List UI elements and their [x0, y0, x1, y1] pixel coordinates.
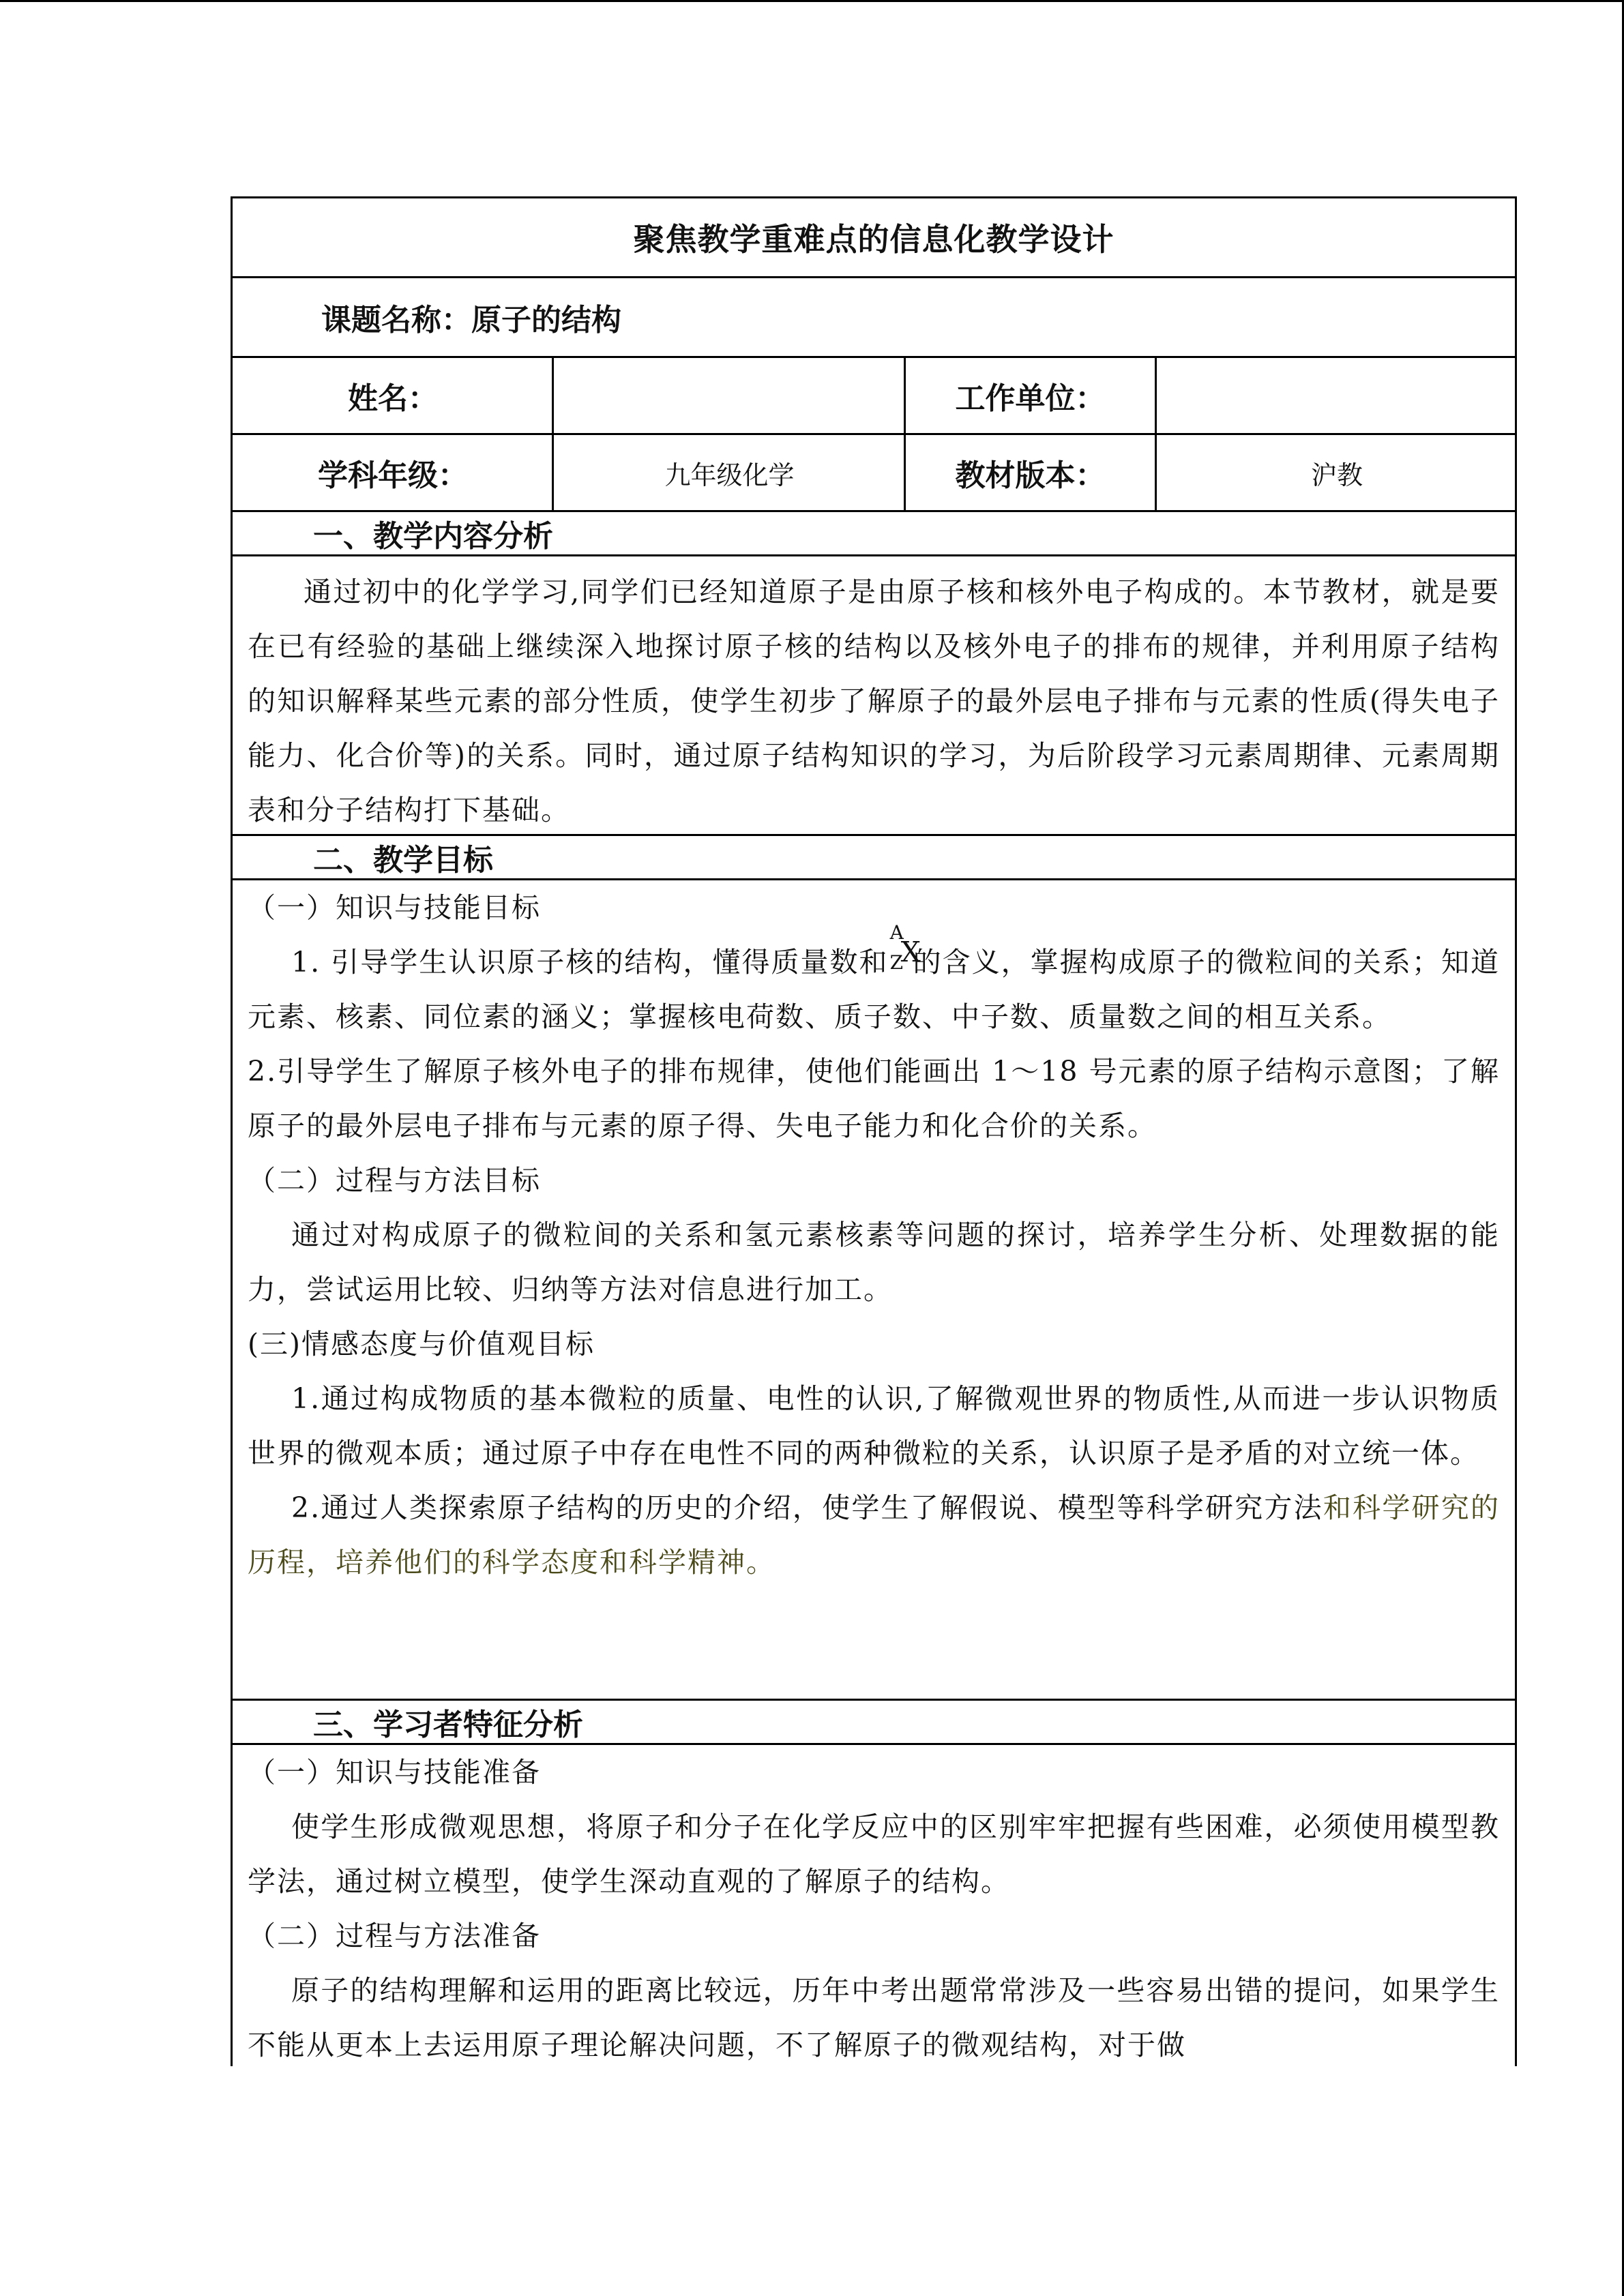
subsection-heading: （一）知识与技能准备	[248, 1756, 541, 1789]
nuclide-symbol: A Z X	[889, 921, 922, 974]
unit-value	[1157, 358, 1517, 433]
section1-body-row	[233, 556, 1515, 836]
subsection-heading: （一）知识与技能目标	[248, 891, 541, 924]
section2-body-row	[233, 880, 1515, 1701]
title-row	[233, 198, 1515, 278]
edition-label: 教材版本：	[955, 458, 1106, 493]
objective-text: 1. 引导学生认识原子核的结构，懂得质量数和	[291, 946, 889, 979]
subsection-heading: （二）过程与方法准备	[248, 1920, 541, 1952]
info-row-name	[233, 358, 1515, 435]
section3-body-row	[233, 1745, 1515, 2068]
name-value	[554, 358, 905, 433]
learner-paragraph-1: 使学生形成微观思想，将原子和分子在化学反应中的区别牢牢把握有些困难，必须使用模型教学法，通过树立模型，使学生深动直观的了解原子的结构。	[248, 1810, 1500, 1898]
objective-text: 的含义，掌握构成原子的微粒间的关系；知道元素、核素、同位素的涵义；掌握核电荷数、质子数、中子数、质量数之间的相互关系。	[248, 946, 1500, 1033]
value-item-2: 2.通过人类探索原子结构的历史的介绍，使学生了解假说、模型等科学研究方法和科学研究的历程，培养他们的科学态度和科学精神。	[248, 1491, 1500, 1579]
document-title: 聚焦教学重难点的信息化教学设计	[633, 221, 1114, 258]
info-row-grade	[233, 435, 1515, 512]
section-heading: 一、教学内容分析	[313, 519, 553, 554]
subject-row	[233, 278, 1515, 358]
objective-item-1	[248, 921, 1500, 1044]
section3-heading-row	[233, 1701, 1515, 1745]
learner-paragraph-2: 原子的结构理解和运用的距离比较远，历年中考出题常常涉及一些容易出错的提问，如果学生不能从更本上去运用原子理论解决问题，不了解原子的微观结构，对于做	[248, 1974, 1500, 2061]
value-item-1: 1.通过构成物质的基本微粒的质量、电性的认识,了解微观世界的物质性,从而进一步认识物质世界的微观本质；通过原子中存在电性不同的两种微粒的关系，认识原子是矛盾的对立统一体。	[248, 1382, 1500, 1470]
section1-content	[248, 565, 1500, 837]
section3-content	[248, 1745, 1500, 2072]
content-paragraph: 通过初中的化学学习,同学们已经知道原子是由原子核和核外电子构成的。本节教材，就是要在已有经验的基础上继续深入地探讨原子核的结构以及核外电子的排布的规律，并利用原子结构的知识解释某些元素的部分性质，使学生初步了解原子的最外层电子排布与元素的性质(得失电子能力、化合价等)的关系。同时，通过原子结构知识的学习，为后阶段学习元素周期律、元素周期表和分子结构打下基础。	[248, 576, 1500, 826]
lesson-design-table	[231, 196, 1517, 2066]
edition-value: 沪教	[1310, 460, 1363, 490]
grade-value: 九年级化学	[664, 460, 795, 490]
objective-item-2: 2.引导学生了解原子核外电子的排布规律，使他们能画出 1～18 号元素的原子结构示意图；了解原子的最外层电子排布与元素的原子得、失电子能力和化合价的关系。	[248, 1055, 1500, 1142]
section-heading: 二、教学目标	[313, 843, 493, 878]
unit-label: 工作单位：	[955, 381, 1106, 416]
subsection-heading: （二）过程与方法目标	[248, 1164, 541, 1197]
page-top-edge	[0, 0, 1624, 2]
name-label: 姓名：	[348, 381, 438, 416]
subsection-heading: (三)情感态度与价值观目标	[248, 1328, 595, 1360]
lesson-subject: 课题名称：原子的结构	[321, 303, 621, 338]
section-heading: 三、学习者特征分析	[313, 1708, 583, 1742]
section2-content	[248, 880, 1500, 1590]
section2-heading-row	[233, 836, 1515, 880]
section1-heading-row	[233, 512, 1515, 556]
grade-label: 学科年级：	[318, 458, 468, 493]
process-paragraph: 通过对构成原子的微粒间的关系和氢元素核素等问题的探讨，培养学生分析、处理数据的能力，尝试运用比较、归纳等方法对信息进行加工。	[248, 1219, 1500, 1306]
